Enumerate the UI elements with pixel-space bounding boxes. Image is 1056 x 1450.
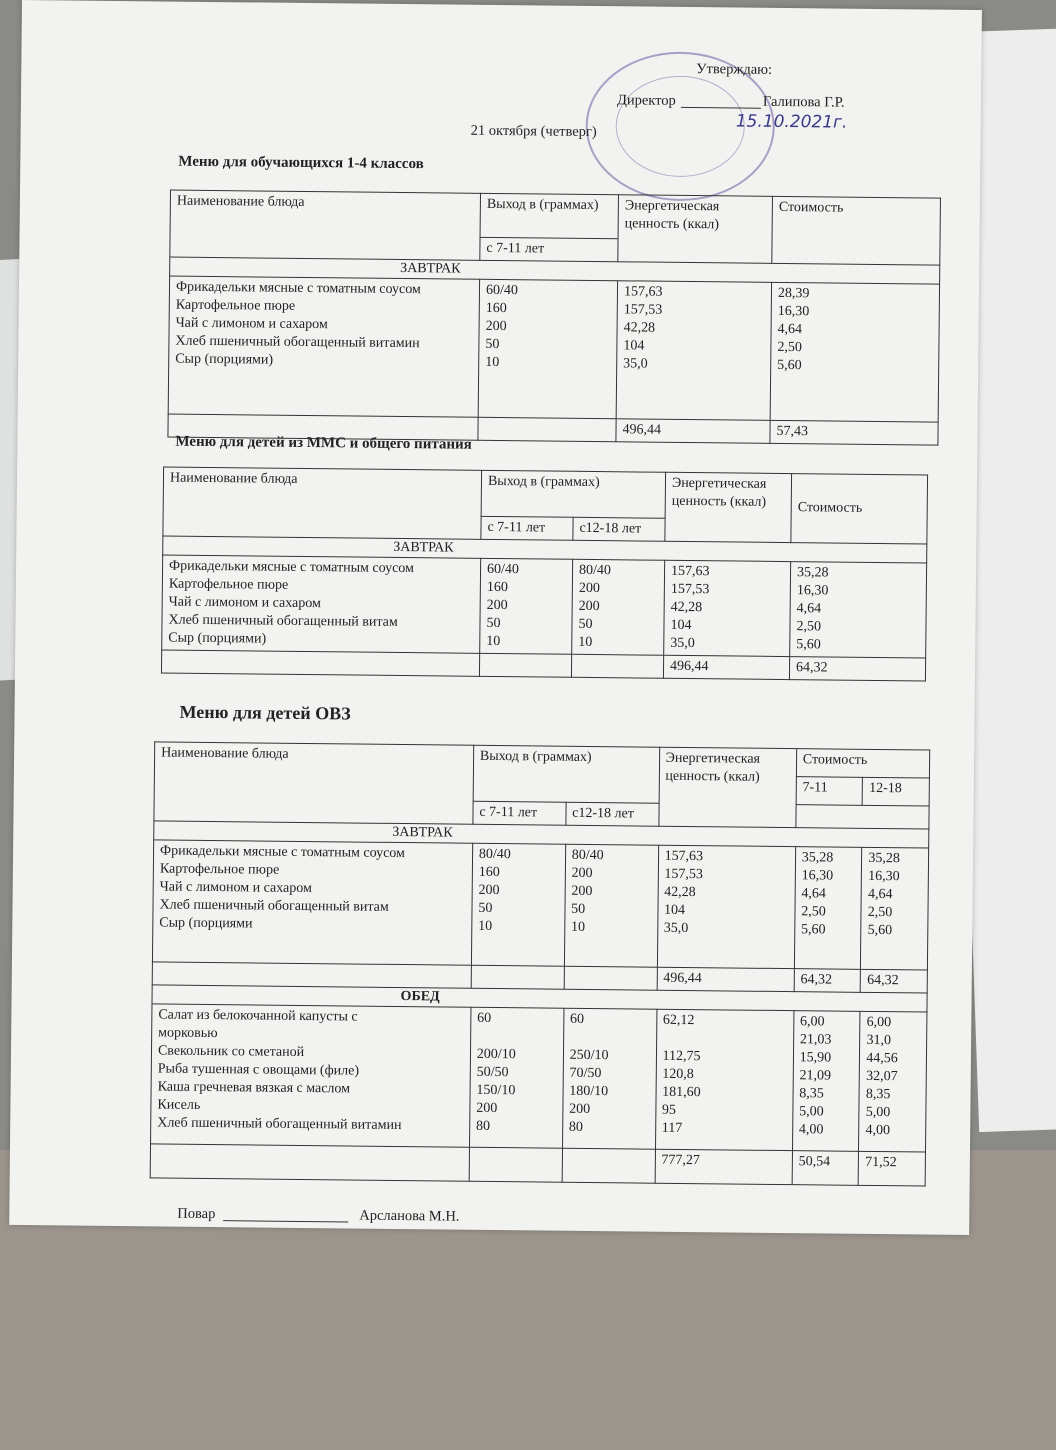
menu1-costs — [770, 282, 939, 422]
menu-date: 21 октября (четверг) — [470, 122, 597, 141]
approve-label: Утверждаю: — [696, 61, 773, 78]
menu3-yield: 80 — [476, 1118, 491, 1134]
menu2-item: Картофельное пюре — [168, 576, 289, 593]
menu3-cost-value: 5,60 — [867, 922, 893, 939]
menu3-table — [150, 741, 931, 1186]
menu3-yield: 80/40 — [571, 847, 604, 864]
menu-document-page — [9, 0, 982, 1235]
menu1-energy-value: 35,0 — [623, 356, 648, 372]
menu1-energy — [616, 281, 771, 421]
menu1-items — [168, 276, 479, 417]
menu3-item: Кисель — [157, 1097, 201, 1113]
menu2-cost-value: 35,28 — [796, 565, 829, 581]
menu2-section-breakfast: ЗАВТРАК — [163, 536, 927, 563]
menu3-cost-value: 8,35 — [799, 1086, 824, 1102]
menu1-cost-value: 16,30 — [777, 303, 810, 320]
menu3-lunch-yields-junior — [469, 1007, 563, 1148]
menu3-lunch-energy — [655, 1009, 794, 1150]
menu3-header-empty — [796, 805, 929, 829]
menu3-lunch-cost-junior — [792, 1011, 860, 1152]
menu2-total-empty — [479, 653, 571, 677]
menu3-yield: 150/10 — [476, 1082, 516, 1099]
menu3-yield: 50 — [478, 900, 493, 916]
menu3-cost-value: 5,00 — [865, 1104, 891, 1121]
menu3-header-age1: с 7-11 лет — [473, 801, 566, 825]
menu2-energy-value: 35,0 — [670, 635, 695, 652]
menu3-item: Свекольник со сметаной — [157, 1043, 305, 1061]
menu1-cost-value: 28,39 — [777, 285, 810, 302]
menu3-cost-value: 35,28 — [801, 850, 834, 866]
menu2-header-age1: с 7-11 лет — [481, 516, 573, 540]
menu2-yield: 10 — [486, 633, 501, 650]
menu1-yields — [478, 279, 617, 418]
menu3-cost-value: 35,28 — [868, 850, 900, 867]
menu3-item: Хлеб пшеничный обогащенный витамин — [157, 1115, 402, 1134]
menu3-yield: 10 — [570, 919, 586, 935]
menu3-cost-value: 2,50 — [801, 904, 826, 920]
menu3-lunch-total-empty — [150, 1144, 469, 1181]
menu3-yield: 50 — [571, 901, 586, 917]
menu3-lunch-total-empty — [562, 1148, 655, 1183]
menu1-total-empty — [478, 417, 616, 441]
menu3-yield: 200 — [478, 882, 500, 899]
menu3-item: Салат из белокочанной капусты с — [158, 1007, 358, 1025]
menu3-cost-value: 44,56 — [866, 1050, 898, 1067]
director-label: Директор — [616, 92, 676, 109]
menu2-item: Фрикадельки мясные с томатным соусом — [169, 558, 414, 577]
menu3-header-energy: Энергетическая ценность (ккал) — [658, 747, 796, 827]
menu3-breakfast-total-empty — [471, 965, 564, 989]
menu3-breakfast-cost-junior — [794, 847, 862, 970]
menu2-yield: 60/40 — [486, 561, 520, 578]
menu2-energy-value: 157,53 — [670, 581, 710, 598]
menu1-item: Картофельное пюре — [175, 297, 296, 314]
menu3-breakfast-cost-senior — [861, 847, 929, 970]
menu3-item: Рыба тушенная с овощами (филе) — [157, 1061, 360, 1079]
menu3-breakfast-items — [152, 840, 472, 965]
menu1-yield: 160 — [485, 300, 507, 317]
menu3-yield: 10 — [478, 918, 493, 934]
menu3-section-lunch: ОБЕД — [152, 985, 927, 1012]
menu2-costs — [790, 562, 927, 658]
menu3-yield — [570, 1029, 650, 1048]
menu1-section-breakfast: ЗАВТРАК — [170, 257, 940, 284]
menu3-cost-value: 21,03 — [799, 1032, 832, 1048]
menu3-yield: 200/10 — [476, 1046, 516, 1063]
menu3-header-cost: Стоимость — [796, 749, 930, 778]
menu2-yield: 200 — [486, 597, 508, 614]
menu1-header-cost: Стоимость — [772, 196, 941, 265]
menu2-yields-junior — [480, 558, 573, 654]
cook-name: Арсланова М.Н. — [359, 1207, 460, 1225]
menu3-energy-value: 181,60 — [662, 1084, 701, 1101]
menu2-energy-value: 157,63 — [670, 563, 710, 580]
menu3-header-name: Наименование блюда — [154, 742, 474, 824]
menu3-lunch-total-empty — [469, 1147, 562, 1182]
menu3-energy-value: 112,75 — [662, 1048, 701, 1065]
menu3-yield: 50/50 — [476, 1064, 509, 1081]
cook-label: Повар — [177, 1205, 216, 1223]
menu2-yield: 80/40 — [578, 562, 612, 579]
menu3-lunch-yields-senior — [562, 1008, 656, 1149]
menu3-energy-value: 35,0 — [663, 920, 689, 937]
menu3-yield — [477, 1028, 557, 1047]
menu3-breakfast-total-energy: 496,44 — [657, 967, 794, 991]
menu3-item: Фрикадельки мясные с томатным соусом — [160, 843, 406, 862]
menu3-breakfast-energy — [657, 845, 795, 968]
menu2-title: Меню для детей из ММС и общего питания — [175, 433, 472, 453]
menu3-cost-value: 31,0 — [866, 1032, 892, 1049]
menu3-header-cost-senior: 12-18 — [862, 777, 929, 806]
menu3-cost-value: 4,00 — [798, 1122, 824, 1138]
menu3-item: морковью — [158, 1025, 218, 1042]
menu3-cost-value: 8,35 — [865, 1086, 891, 1103]
menu1-cost-value: 4,64 — [777, 321, 803, 338]
menu1-item: Хлеб пшеничный обогащенный витамин — [175, 333, 420, 352]
menu3-cost-value: 2,50 — [867, 904, 893, 921]
menu3-cost-value: 6,00 — [800, 1014, 825, 1030]
menu2-yield: 200 — [578, 598, 600, 615]
menu3-cost-value: 21,09 — [799, 1068, 832, 1084]
menu2-cost-value: 5,60 — [796, 637, 821, 653]
menu3-energy-value: 117 — [661, 1120, 683, 1136]
menu3-lunch-total-energy: 777,27 — [655, 1149, 793, 1184]
menu3-yield: 70/50 — [569, 1065, 602, 1082]
menu2-total-energy: 496,44 — [663, 655, 789, 679]
menu3-energy-value: 120,8 — [662, 1066, 694, 1083]
menu3-breakfast-total-empty — [152, 962, 471, 988]
menu3-energy-value: 104 — [663, 902, 686, 918]
menu3-yield: 80/40 — [478, 846, 511, 863]
menu3-energy-value — [663, 1030, 787, 1049]
menu3-yield: 250/10 — [569, 1047, 609, 1064]
menu3-cost-value: 4,64 — [801, 886, 827, 902]
director-name: Галипова Г.Р. — [762, 93, 845, 111]
menu1-total-cost: 57,43 — [770, 420, 938, 445]
menu2-cost-value: 4,64 — [796, 601, 822, 617]
menu3-yield: 160 — [478, 864, 500, 881]
menu3-energy-value: 42,28 — [664, 884, 696, 901]
menu3-item: Картофельное пюре — [159, 861, 280, 878]
menu1-header-name: Наименование блюда — [170, 190, 481, 260]
menu3-energy-value: 62,12 — [662, 1012, 695, 1029]
menu3-yield: 60 — [569, 1011, 585, 1027]
menu3-item: Сыр (порциями — [159, 915, 253, 932]
menu1-yield: 50 — [485, 336, 500, 353]
menu3-cost-value: 6,00 — [866, 1014, 892, 1031]
menu3-energy-value: 95 — [661, 1102, 677, 1118]
menu3-yield: 80 — [568, 1119, 583, 1135]
menu1-item: Чай с лимоном и сахаром — [175, 315, 328, 333]
menu3-breakfast-total-cost-junior: 64,32 — [794, 969, 861, 993]
menu2-items — [162, 555, 481, 653]
menu1-header-age: с 7-11 лет — [480, 237, 618, 261]
menu2-yields-senior — [572, 559, 665, 655]
menu1-yield: 10 — [485, 354, 500, 371]
menu3-title: Меню для детей ОВЗ — [179, 701, 351, 724]
menu3-header-cost-junior: 7-11 — [796, 777, 863, 806]
menu3-breakfast-yields-junior — [471, 843, 565, 966]
menu2-total-empty — [571, 654, 663, 678]
cook-signature-line — [223, 1220, 348, 1222]
menu3-energy-value: 157,63 — [664, 848, 704, 865]
menu3-cost-value: 32,07 — [866, 1068, 898, 1085]
menu1-header-energy: Энергетическая ценность (ккал) — [618, 195, 773, 264]
menu2-header-cost: Стоимость — [791, 474, 928, 544]
menu2-header-energy: Энергетическая ценность (ккал) — [665, 472, 792, 542]
menu3-cost-value: 5,60 — [800, 922, 826, 938]
menu2-item: Чай с лимоном и сахаром — [168, 594, 321, 612]
menu1-table — [167, 190, 941, 446]
menu3-item: Чай с лимоном и сахаром — [159, 879, 312, 897]
menu2-item: Сыр (порциями) — [168, 630, 267, 647]
menu2-header-age2: с12-18 лет — [573, 517, 665, 541]
menu3-lunch-total-cost-junior: 50,54 — [792, 1151, 859, 1186]
menu3-cost-value: 4,00 — [865, 1122, 891, 1139]
menu3-cost-value: 16,30 — [868, 868, 900, 885]
menu3-yield: 200 — [571, 865, 593, 882]
menu3-yield: 60 — [477, 1010, 492, 1026]
menu2-item: Хлеб пшеничный обогащенный витам — [168, 612, 398, 630]
signature-date: 15.10.2021г. — [735, 111, 848, 133]
menu3-yield: 200 — [569, 1101, 591, 1118]
menu3-header-yield: Выход в (граммах) — [473, 745, 659, 803]
menu3-cost-value: 16,30 — [801, 868, 834, 884]
menu1-total-energy: 496,44 — [616, 419, 770, 444]
menu1-energy-value: 157,63 — [623, 284, 663, 300]
menu2-energy-value: 104 — [670, 617, 692, 634]
menu2-energy — [664, 560, 791, 656]
menu2-cost-value: 2,50 — [796, 619, 822, 635]
menu3-yield: 200 — [476, 1100, 498, 1117]
menu3-yield: 200 — [571, 883, 593, 900]
menu3-lunch-items — [151, 1004, 471, 1147]
menu3-header-age2: с12-18 лет — [566, 802, 659, 826]
menu3-cost-value: 15,90 — [799, 1050, 832, 1066]
menu3-cost-value: 4,64 — [867, 886, 893, 903]
menu3-energy-value: 157,53 — [664, 866, 703, 883]
menu1-item: Сыр (порциями) — [175, 351, 274, 368]
menu1-energy-value: 157,53 — [623, 302, 663, 318]
menu2-header-yield: Выход в (граммах) — [481, 470, 665, 518]
menu2-yield: 10 — [578, 634, 593, 651]
menu1-energy-value: 104 — [623, 338, 645, 354]
menu3-item: Хлеб пшеничный обогащенный витам — [159, 897, 389, 915]
menu2-table — [161, 467, 928, 682]
menu2-header-name: Наименование блюда — [163, 467, 482, 539]
menu1-cost-value: 2,50 — [777, 339, 802, 356]
menu2-total-cost: 64,32 — [789, 657, 925, 681]
menu3-yield: 180/10 — [569, 1083, 609, 1100]
menu3-item: Каша гречневая вязкая с маслом — [157, 1079, 351, 1097]
menu2-total-empty — [161, 650, 479, 676]
menu3-cost-value: 5,00 — [799, 1104, 824, 1120]
menu3-breakfast-yields-senior — [564, 844, 658, 967]
menu3-lunch-total-cost-senior: 71,52 — [858, 1151, 925, 1186]
menu1-header-yield: Выход в (граммах) — [480, 193, 618, 238]
menu3-breakfast-total-empty — [564, 966, 657, 990]
menu2-cost-value: 16,30 — [796, 583, 829, 599]
menu2-yield: 160 — [486, 579, 508, 596]
menu2-yield: 200 — [578, 580, 600, 597]
menu1-yield: 60/40 — [485, 282, 518, 299]
menu1-cost-value: 5,60 — [777, 357, 802, 374]
menu1-yield: 200 — [485, 318, 507, 335]
menu2-energy-value: 42,28 — [670, 599, 703, 616]
menu1-item: Фрикадельки мясные с томатным соусом — [175, 279, 421, 298]
menu2-yield: 50 — [578, 616, 593, 633]
menu2-yield: 50 — [486, 615, 501, 632]
menu1-title: Меню для обучающихся 1-4 классов — [178, 153, 424, 173]
menu1-energy-value: 42,28 — [623, 320, 656, 336]
menu3-section-breakfast: ЗАВТРАК — [154, 821, 929, 848]
menu3-lunch-cost-senior — [859, 1011, 927, 1152]
menu3-breakfast-total-cost-senior: 64,32 — [860, 969, 927, 993]
